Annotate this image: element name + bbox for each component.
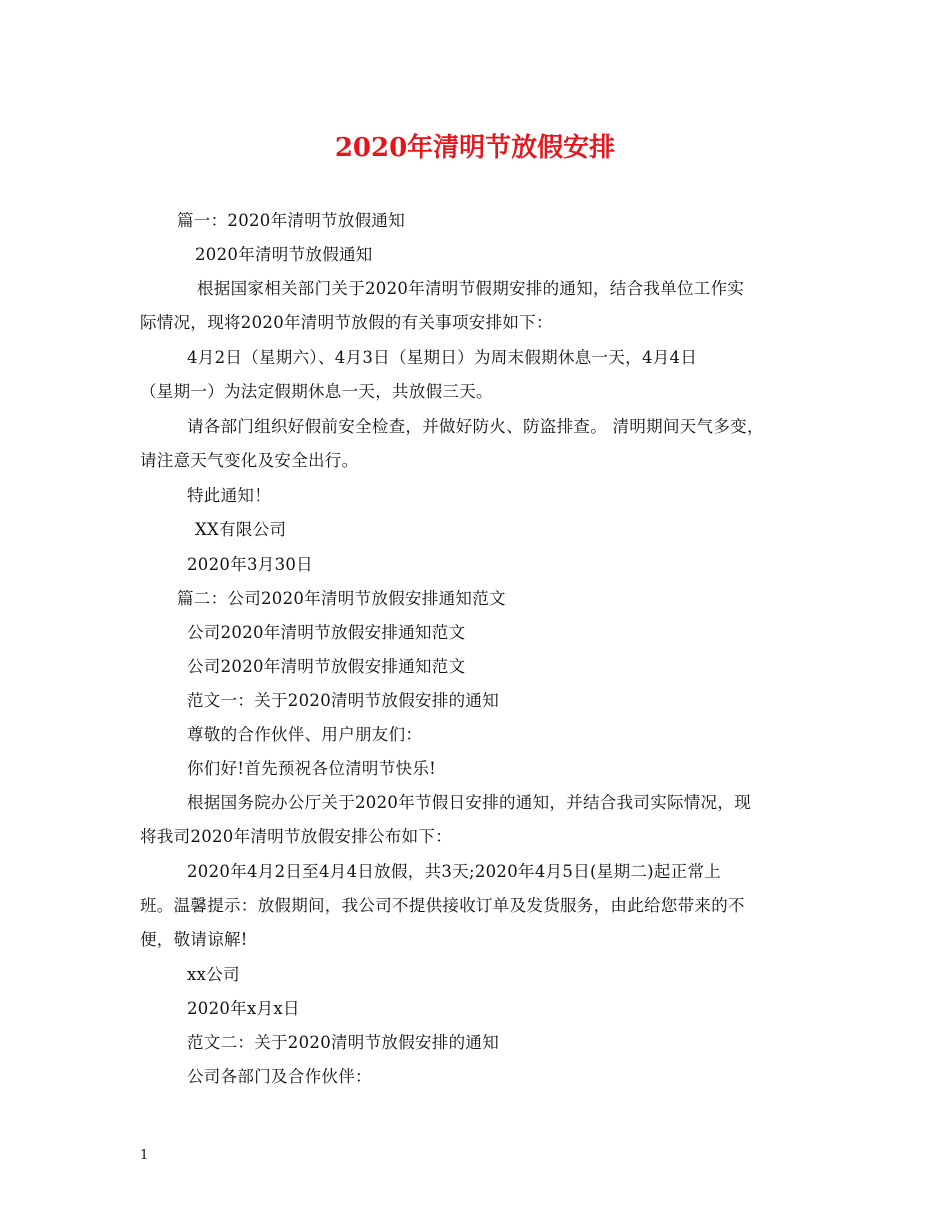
notice-title: 2020年清明节放假通知 xyxy=(195,245,373,264)
paragraph-line: 2020年4月2日至4月4日放假，共3天;2020年4月5日(星期二)起正常上 xyxy=(187,862,722,881)
section-heading-1: 篇一：2020年清明节放假通知 xyxy=(177,211,405,230)
signature-company: XX有限公司 xyxy=(195,520,287,539)
paragraph-line: 公司2020年清明节放假安排通知范文 xyxy=(187,623,466,642)
section-heading-2: 篇二：公司2020年清明节放假安排通知范文 xyxy=(177,589,506,608)
salutation: 公司各部门及合作伙伴： xyxy=(187,1067,372,1086)
paragraph-line: 4月2日（星期六）、4月3日（星期日）为周末假期休息一天，4月4日 xyxy=(187,348,698,367)
paragraph-line: 根据国家相关部门关于2020年清明节假期安排的通知，结合我单位工作实 xyxy=(197,279,745,298)
paragraph-line: 便，敬请谅解! xyxy=(140,930,248,949)
document-title: 2020年清明节放假安排 xyxy=(334,133,616,163)
signature-date: 2020年x月x日 xyxy=(187,999,300,1018)
paragraph-line: 请注意天气变化及安全出行。 xyxy=(140,451,359,470)
greeting: 你们好!首先预祝各位清明节快乐! xyxy=(187,759,437,778)
paragraph-line: （星期一）为法定假期休息一天，共放假三天。 xyxy=(140,382,493,401)
paragraph-line: 将我司2020年清明节放假安排公布如下： xyxy=(140,827,452,846)
signature-date: 2020年3月30日 xyxy=(187,555,313,574)
sample-heading-2: 范文二：关于2020清明节放假安排的通知 xyxy=(187,1033,499,1052)
salutation: 尊敬的合作伙伴、用户朋友们： xyxy=(187,725,423,744)
paragraph-line: 班。温馨提示：放假期间，我公司不提供接收订单及发货服务，由此给您带来的不 xyxy=(140,896,745,915)
page-number: 1 xyxy=(140,1148,149,1163)
closing-line: 特此通知！ xyxy=(187,486,271,505)
paragraph-line: 公司2020年清明节放假安排通知范文 xyxy=(187,657,466,676)
paragraph-line: 请各部门组织好假前安全检查，并做好防火、防盗排查。 清明期间天气多变， xyxy=(187,417,764,436)
paragraph-line: 根据国务院办公厅关于2020年节假日安排的通知，并结合我司实际情况，现 xyxy=(187,793,751,812)
signature-company: xx公司 xyxy=(187,965,240,984)
paragraph-line: 际情况，现将2020年清明节放假的有关事项安排如下： xyxy=(140,313,553,332)
sample-heading-1: 范文一：关于2020清明节放假安排的通知 xyxy=(187,691,499,710)
